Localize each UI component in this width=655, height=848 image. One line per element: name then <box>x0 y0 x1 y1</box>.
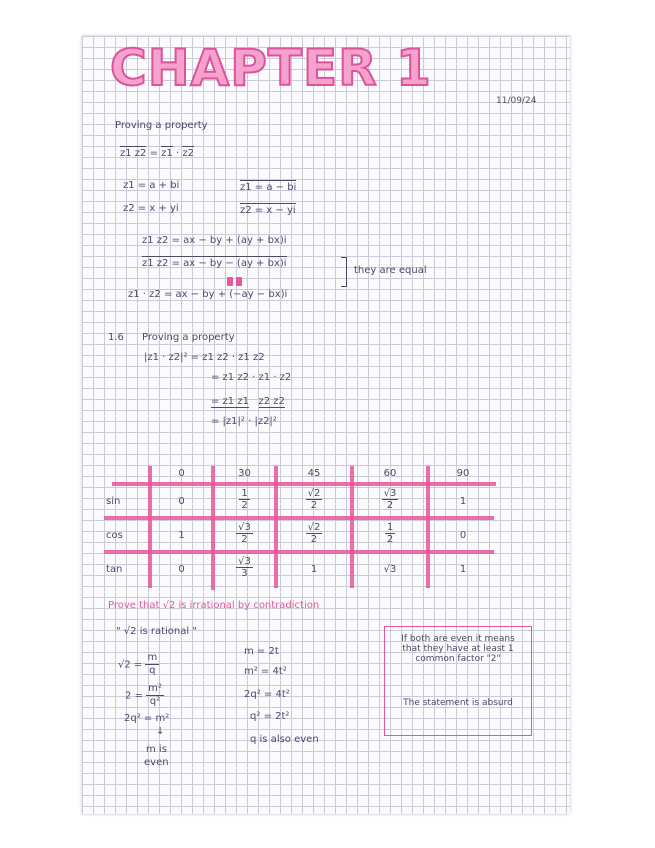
def-z1bar: z1 = a − bi <box>240 182 297 193</box>
proof-assumption: " √2 is rational " <box>116 626 197 637</box>
angle-header: 90 <box>456 468 470 479</box>
fraction-denominator: 2 <box>386 534 394 545</box>
conclusion-note: If both are even it means that they have at least 1 common factor "2" <box>401 634 515 664</box>
fraction-numerator: √3 <box>383 488 397 499</box>
fraction-denominator: q <box>149 665 156 676</box>
proof-line-2 <box>125 683 164 708</box>
conjugate-product-line: z1 z2 = ax − by − (ay + bx)i <box>142 258 287 269</box>
modulus-line-4: = |z1|² · |z2|² <box>211 416 277 427</box>
page-title: CHAPTER 1 <box>110 39 432 97</box>
fraction-denominator: 3 <box>241 568 248 579</box>
angle-header: 60 <box>383 468 397 479</box>
fraction-numerator: √3 <box>238 556 251 567</box>
date-label: 11/09/24 <box>496 96 537 106</box>
row-label-tan: tan <box>106 564 123 575</box>
proof-line-4b: even <box>144 757 169 768</box>
table-cell <box>278 488 350 511</box>
equal-bracket <box>341 257 347 287</box>
rule-rhs1: z1 <box>161 148 173 159</box>
fraction-denominator: q² <box>149 696 161 707</box>
rule-rhs2: z2 <box>182 148 194 159</box>
fraction-denominator: 2 <box>310 534 318 545</box>
fraction-numerator: √2 <box>307 522 321 533</box>
table-cell <box>215 488 274 511</box>
equals-mark <box>227 277 233 286</box>
proof-right-3: 2q² = 4t² <box>244 689 290 700</box>
table-cell <box>278 522 350 545</box>
table-cell: 1 <box>178 530 185 541</box>
rule-line <box>120 148 194 160</box>
table-cell: 1 <box>310 564 318 575</box>
angle-header: 0 <box>178 468 185 479</box>
proof-line-4a: m is <box>146 744 167 755</box>
fraction-numerator: 1 <box>386 522 394 533</box>
table-cell <box>215 556 274 579</box>
fraction-denominator: 2 <box>241 500 248 511</box>
table-cell: 0 <box>178 496 185 507</box>
table-cell <box>354 488 426 511</box>
table-rule <box>104 550 494 554</box>
table-cell: 1 <box>459 564 467 575</box>
rule-lhs: z1 z2 <box>120 148 147 159</box>
table-cell: 1 <box>459 496 467 507</box>
proof-line-1 <box>118 652 159 677</box>
table-cell: 0 <box>178 564 185 575</box>
modulus-line-3b: z2 z2 <box>258 396 285 407</box>
angle-header: 30 <box>238 468 251 479</box>
table-cell <box>215 522 274 545</box>
row-label-cos: cos <box>106 530 123 541</box>
fraction-numerator: √2 <box>307 488 321 499</box>
def-z2: z2 = x + yi <box>123 203 179 214</box>
rule-eq: = <box>149 148 158 159</box>
equals-mark <box>236 277 242 286</box>
equal-note: they are equal <box>354 265 427 276</box>
down-arrow-icon: ↓ <box>156 726 165 737</box>
fraction-numerator: √3 <box>238 522 251 533</box>
section2-heading: Proving a property <box>142 332 235 343</box>
section1-heading: Proving a property <box>115 120 208 131</box>
fraction-numerator: m² <box>148 683 162 694</box>
proof-right-5: q is also even <box>250 734 319 745</box>
proof-line-2-lhs: 2 = <box>125 690 143 702</box>
fraction-denominator: 2 <box>241 534 248 545</box>
table-cell <box>354 522 426 545</box>
conjugate-multiply-line: z1 · z2 = ax − by + (−ay − bx)i <box>128 289 288 300</box>
table-cell: √3 <box>383 564 397 575</box>
fraction-denominator: 2 <box>386 500 394 511</box>
modulus-line-1: |z1 · z2|² = z1 z2 · z1 z2 <box>144 352 265 363</box>
modulus-line-3a: = z1 z1 <box>211 396 249 407</box>
table-cell: 0 <box>459 530 467 541</box>
def-z2bar: z2 = x − yi <box>240 205 296 216</box>
proof-right-4: q² = 2t² <box>250 711 290 722</box>
proof-right-1: m = 2t <box>244 646 279 657</box>
row-label-sin: sin <box>106 496 121 507</box>
table-rule <box>112 482 496 486</box>
angle-header: 45 <box>307 468 321 479</box>
rule-dot: · <box>175 148 180 159</box>
fraction-numerator: 1 <box>241 488 248 499</box>
modulus-line-3 <box>211 396 285 408</box>
proof-line-3: 2q² = m² <box>124 713 170 724</box>
fraction-denominator: 2 <box>310 500 318 511</box>
modulus-line-2: = z1 z2 · z1 · z2 <box>211 372 292 383</box>
def-z1: z1 = a + bi <box>123 180 180 191</box>
proof-heading: Prove that √2 is irrational by contradiction <box>108 600 320 611</box>
fraction-numerator: m <box>147 652 158 663</box>
proof-right-2: m² = 4t² <box>244 666 287 677</box>
section2-number: 1.6 <box>108 332 124 343</box>
product-line: z1 z2 = ax − by + (ay + bx)i <box>142 235 287 246</box>
table-rule <box>104 516 494 520</box>
conclusion-statement: The statement is absurd <box>403 698 513 708</box>
proof-line-1-lhs: √2 = <box>118 659 143 671</box>
